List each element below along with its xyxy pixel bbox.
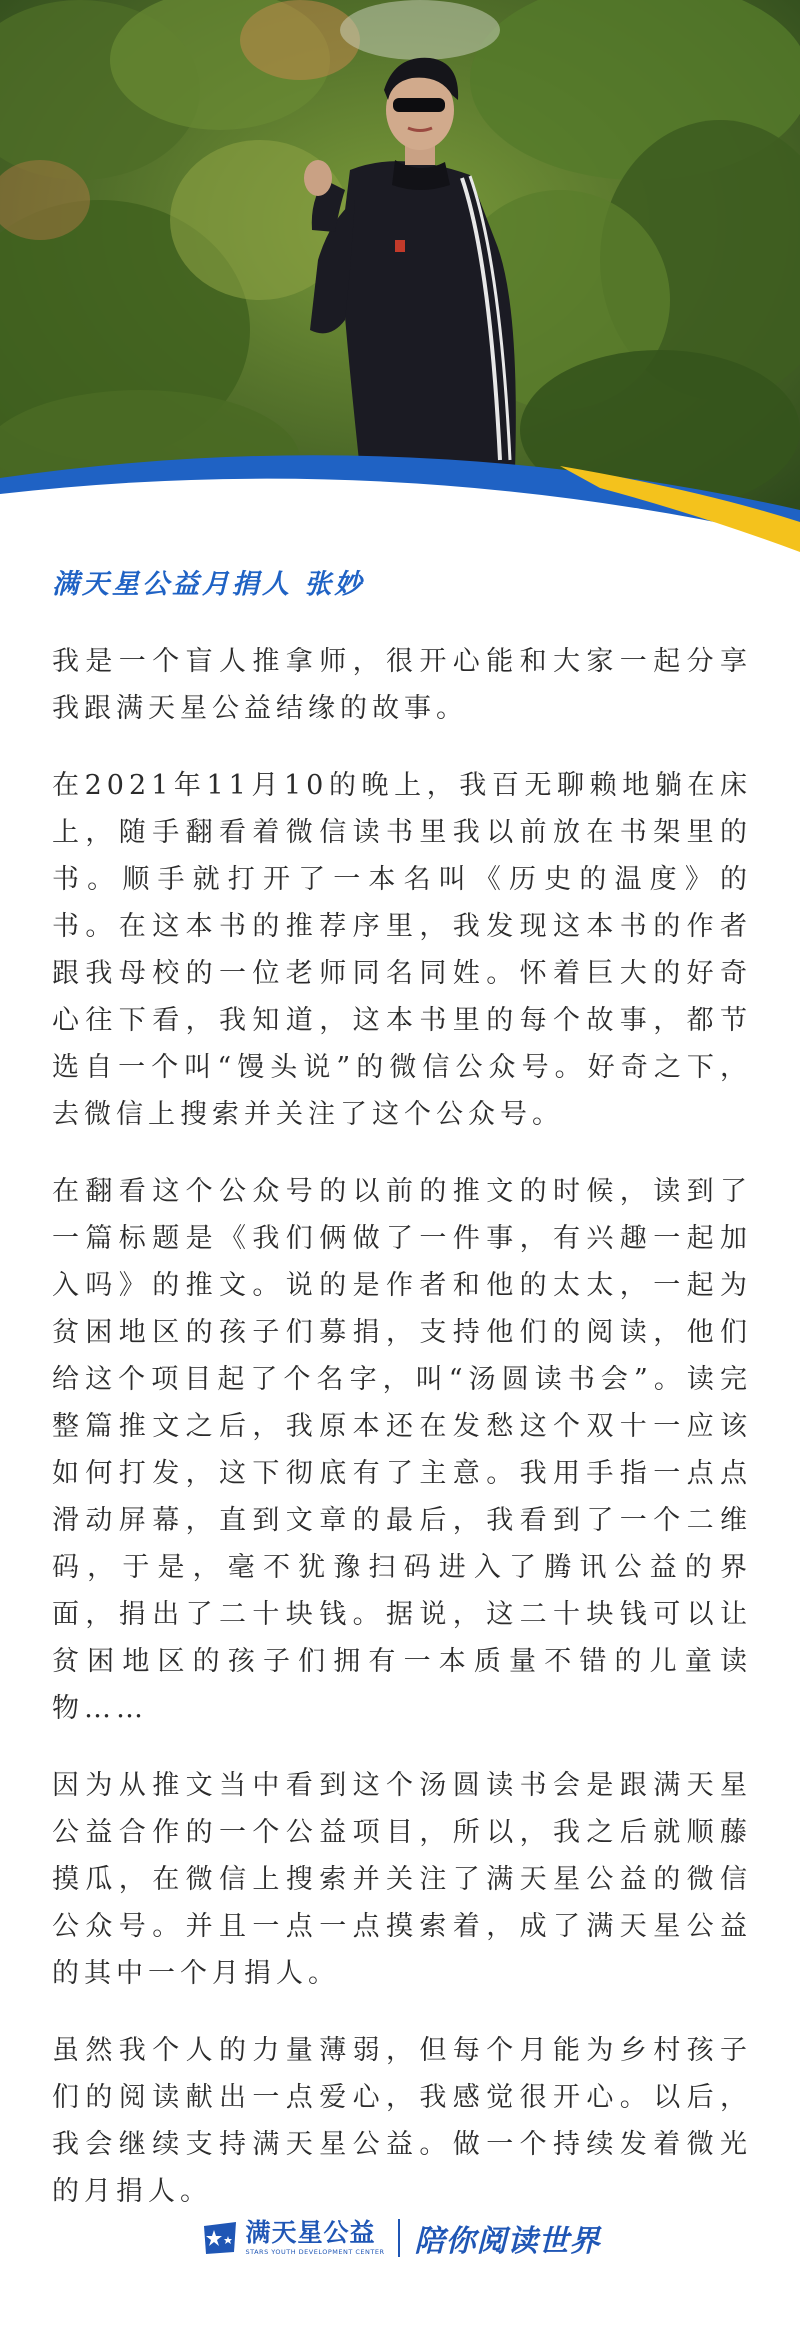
paragraph: 因为从推文当中看到这个汤圆读书会是跟满天星公益合作的一个公益项目，所以，我之后就顺藤摸瓜，在微信上搜索并关注了满天星公益的微信公众号。并且一点一点摸索着，成了满天星公益的其中一个月捐人。 xyxy=(52,1770,752,1989)
star-logo-icon xyxy=(200,2218,240,2258)
footer-brand xyxy=(0,2208,800,2268)
paragraph: 虽然我个人的力量薄弱，但每个月能为乡村孩子们的阅读献出一点爱心，我感觉很开心。以后，我会继续支持满天星公益。做一个持续发着微光的月捐人。 xyxy=(52,2035,752,2207)
paragraph: 在翻看这个公众号的以前的推文的时候，读到了一篇标题是《我们俩做了一件事，有兴趣一起加入吗》的推文。说的是作者和他的太太，一起为贫困地区的孩子们募捐，支持他们的阅读，他们给这个项目起了个名字，叫“汤圆读书会”。读完整篇推文之后，我原本还在发愁这个双十一应该如何打发，这下彻底有了主意。我用手指一点点滑动屏幕，直到文章的最后，我看到了一个二维码，于是，毫不犹豫扫码进入了腾讯公益的界面，捐出了二十块钱。据说，这二十块钱可以让贫困地区的孩子们拥有一本质量不错的儿童读物…… xyxy=(52,1176,752,1724)
brand-subtitle: STARS YOUTH DEVELOPMENT CENTER xyxy=(245,2248,385,2256)
hero-photo xyxy=(0,0,800,560)
footer-divider xyxy=(398,2219,400,2257)
slogan: 陪你阅读世界 xyxy=(414,2224,601,2259)
article-body xyxy=(52,638,752,2215)
paragraph: 在2021年11月10的晚上，我百无聊赖地躺在床上，随手翻看着微信读书里我以前放在书架里的书。顺手就打开了一本名叫《历史的温度》的书。在这本书的推荐序里，我发现这本书的作者跟我母校的一位老师同名同姓。怀着巨大的好奇心往下看，我知道，这本书里的每个故事，都节选自一个叫“馒头说”的微信公众号。好奇之下，去微信上搜索并关注了这个公众号。 xyxy=(52,770,752,1130)
page-title: 满天星公益月捐人 张妙 xyxy=(52,569,365,600)
paragraph: 我是一个盲人推拿师，很开心能和大家一起分享我跟满天星公益结缘的故事。 xyxy=(52,646,752,724)
brand-logo-group xyxy=(200,2218,385,2258)
article xyxy=(52,560,752,2245)
brand-name: 满天星公益 xyxy=(245,2218,376,2247)
